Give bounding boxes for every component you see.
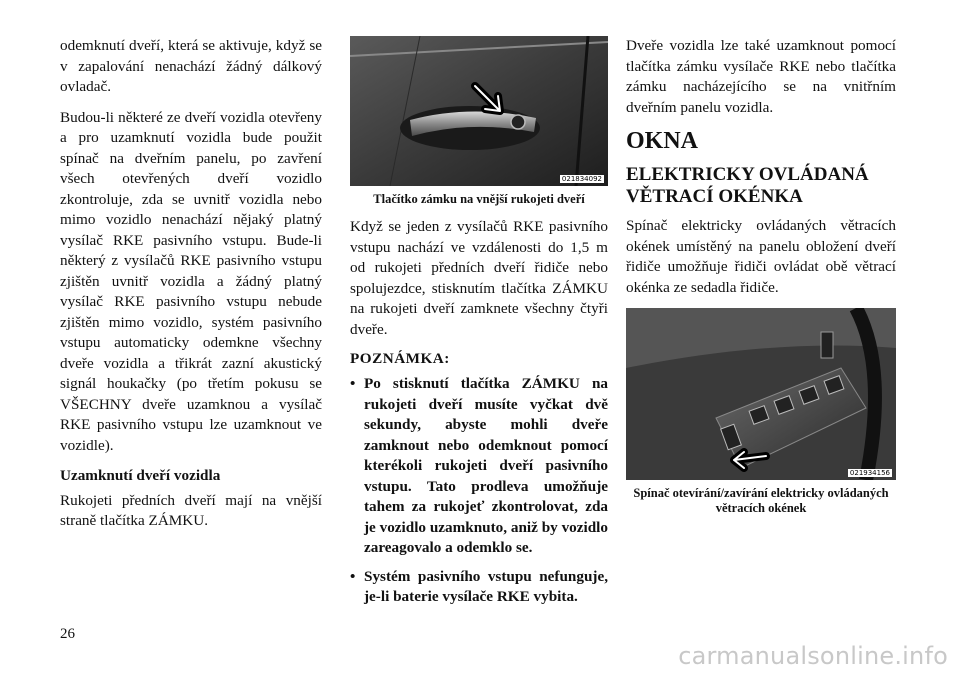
image-caption: Spínač otevírání/zavírání elektricky ovládaných větracích okének — [633, 486, 889, 515]
note-item: • Po stisknutí tlačítka ZÁMKU na rukojeti dveří musíte vyčkat dvě sekundy, abyste mohli dveře zamknout nebo odemknout pomocí kterékoli rukojeti dveří pasivního vstupu. Tato prodleva umožňuje tahem za rukojeť zkontrolovat, zda je vozidlo uzamknuto, aniž by vozidlo zareagovalo a odemklo se. — [350, 374, 608, 559]
door-handle-illustration — [350, 36, 608, 186]
page-number: 26 — [60, 626, 75, 642]
subsection-heading: ELEKTRICKY OVLÁDANÁ VĚTRACÍ OKÉNKA — [626, 164, 869, 207]
note-item: • Systém pasivního vstupu nefunguje, je-li baterie vysílače RKE vybita. — [350, 567, 608, 608]
paragraph: Rukojeti předních dveří mají na vnější straně tlačítka ZÁMKU. — [60, 491, 322, 529]
image-code: 021934156 — [849, 469, 890, 477]
note-list — [350, 374, 608, 608]
note-heading: POZNÁMKA: — [350, 350, 450, 367]
paragraph: Když se jeden z vysílačů RKE pasivního vstupu nachází ve vzdálenosti do 1,5 m od rukojeti předních dveří řidiče nebo spolujezdce, stisknutím tlačítka ZÁMKU na rukojeti dveří zamknete všechny čtyři dveře. — [350, 218, 608, 338]
right-column — [626, 36, 896, 526]
section-heading: OKNA — [626, 128, 698, 154]
subheading-door-locking: Uzamknutí dveří vozidla — [60, 467, 221, 484]
paragraph: Dveře vozidla lze také uzamknout pomocí tlačítka zámku vysílače RKE nebo tlačítka zámku nacházejícího se na vnitřním dveřním panelu vozidla. — [626, 37, 896, 116]
window-switch-photo — [626, 308, 896, 480]
watermark: carmanualsonline.info — [678, 642, 948, 670]
window-switch-illustration — [626, 308, 896, 480]
paragraph: odemknutí dveří, která se aktivuje, když se v zapalování nenachází žádný dálkový ovladač. — [60, 37, 322, 95]
door-handle-photo — [350, 36, 608, 186]
image-code: 021834092 — [561, 175, 602, 183]
paragraph: Budou-li některé ze dveří vozidla otevřeny a pro uzamknutí vozidla bude použit spínač na dveřním panelu, po zavření všech otevřených dveří vozidlo zkontroluje, zda se uvnitř vozidla nebo mimo vozidlo nenachází nějaký platný vysílač RKE pasivního vstupu. Bude-li některý z vysílačů RKE pasivního vstupu zjištěn uvnitř vozidla a žádný platný vysílač RKE pasivního vstupu nebude zjištěn mimo vozidlo, systém pasivního vstupu automaticky odemkne všechny dveře vozidla a třikrát zazní akustický signál houkačky (po třetím pokusu se VŠECHNY dveře uzamknou a vysílač RKE pasivního vstupu lze uzamknout ve vozidle). — [60, 108, 322, 454]
left-column — [60, 36, 322, 542]
image-caption: Tlačítko zámku na vnější rukojeti dveří — [373, 192, 585, 206]
paragraph: Spínač elektricky ovládaných větracích okének umístěný na panelu obložení dveří řidiče umožňuje řidiči ovládat obě větrací okénka ze sedadla řidiče. — [626, 217, 896, 296]
middle-column — [350, 36, 608, 616]
